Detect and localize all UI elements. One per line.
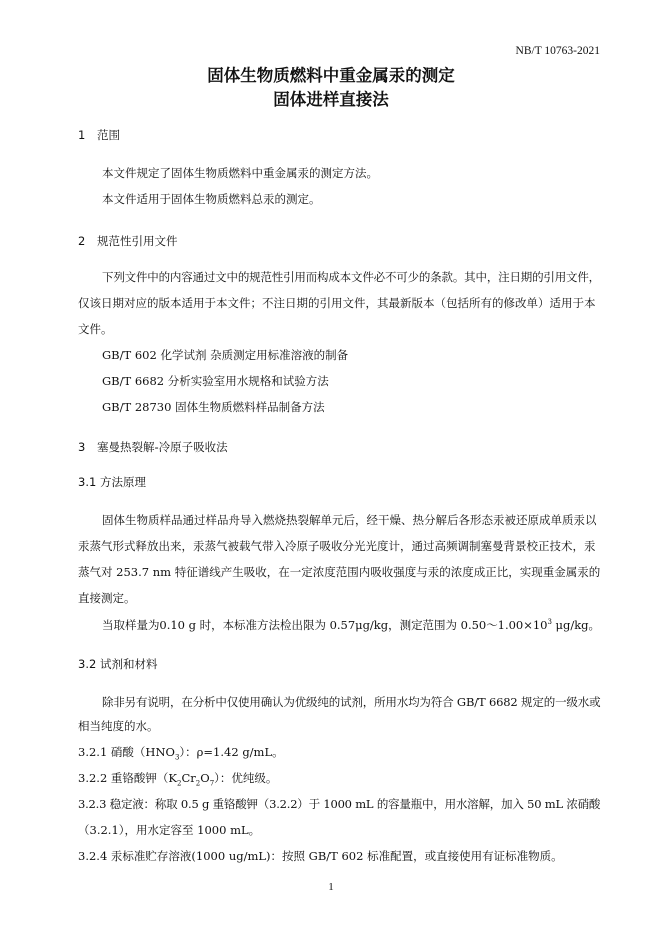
detection-limit-paragraph xyxy=(102,614,600,633)
text: Cr xyxy=(181,771,196,785)
item-3-2-1 xyxy=(78,744,284,765)
text: ）：ρ=1.42 g/mL。 xyxy=(179,745,284,759)
section-title: 范围 xyxy=(97,128,120,142)
section-3-heading xyxy=(78,439,228,455)
standard-code: NB/T 10763-2021 xyxy=(515,45,600,57)
paragraph-line: 文件。 xyxy=(78,322,113,336)
paragraph-line: 仅该日期对应的版本适用于本文件；不注日期的引用文件，其最新版本（包括所有的修改单）适用于本 xyxy=(78,296,596,310)
paragraph-line: 汞蒸气形式释放出来，汞蒸气被载气带入冷原子吸收分光光度计，通过高频调制塞曼背景校正技术，汞 xyxy=(78,539,596,553)
section-title: 规范性引用文件 xyxy=(97,234,178,248)
subscript: 7 xyxy=(209,779,215,788)
reference-item: GB/T 28730 固体生物质燃料样品制备方法 xyxy=(102,400,325,414)
reference-item: GB/T 6682 分析实验室用水规格和试验方法 xyxy=(102,374,329,388)
subsection-3-2-heading: 3.2 试剂和材料 xyxy=(78,657,158,671)
section-number: 3 xyxy=(78,440,86,454)
reference-item: GB/T 602 化学试剂 杂质测定用标准溶液的制备 xyxy=(102,348,349,362)
item-3-2-3: 3.2.3 稳定液：称取 0.5 g 重铬酸钾（3.2.2）于 1000 mL 的容量瓶中，用水溶解，加入 50 mL 浓硝酸 xyxy=(78,797,601,811)
section-1-heading xyxy=(78,127,120,143)
section-2-heading xyxy=(78,233,178,249)
paragraph-line: 除非另有说明，在分析中仅使用确认为优级纯的试剂，所用水均为符合 GB/T 6682 规定的一级水或 xyxy=(102,695,601,709)
text: 3.2.1 硝酸（HNO xyxy=(78,745,175,759)
document-subtitle: 固体进样直接法 xyxy=(273,90,389,109)
text: ）：优纯级。 xyxy=(214,771,278,785)
item-3-2-2 xyxy=(78,770,277,791)
subscript: 3 xyxy=(174,753,180,762)
text: O xyxy=(200,771,210,785)
superscript: 3 xyxy=(547,618,552,626)
paragraph-line: 固体生物质样品通过样品舟导入燃烧热裂解单元后，经干燥、热分解后各形态汞被还原成单质汞以 xyxy=(102,513,597,527)
paragraph-line: （3.2.1），用水定容至 1000 mL。 xyxy=(78,823,261,837)
section-number: 2 xyxy=(78,234,86,248)
paragraph: 本文件规定了固体生物质燃料中重金属汞的测定方法。 xyxy=(102,166,378,180)
paragraph-line: 下列文件中的内容通过文中的规范性引用而构成本文件必不可少的条款。其中，注日期的引用文件， xyxy=(102,270,600,284)
item-3-2-4: 3.2.4 汞标准贮存溶液(1000 ug/mL)：按照 GB/T 602 标准配置，或直接使用有证标准物质。 xyxy=(78,849,563,863)
subsection-3-1-heading: 3.1 方法原理 xyxy=(78,475,146,489)
page-number: 1 xyxy=(328,881,334,893)
paragraph-line: 直接测定。 xyxy=(78,591,136,605)
document-title: 固体生物质燃料中重金属汞的测定 xyxy=(207,66,455,85)
paragraph-line: 相当纯度的水。 xyxy=(78,719,159,733)
section-title: 塞曼热裂解-冷原子吸收法 xyxy=(97,440,228,454)
paragraph-line: 蒸气对 253.7 nm 特征谱线产生吸收，在一定浓度范围内吸收强度与汞的浓度成正比，实现重金属汞的 xyxy=(78,565,601,579)
subscript: 2 xyxy=(195,779,201,788)
section-number: 1 xyxy=(78,128,86,142)
text: 3.2.2 重铬酸钾（K xyxy=(78,771,178,785)
text: μg/kg。 xyxy=(551,617,600,632)
text: 当取样量为0.10 g 时，本标准方法检出限为 0.57μg/kg，测定范围为 0.50～1.00×10 xyxy=(102,617,548,632)
subscript: 2 xyxy=(177,779,182,788)
paragraph: 本文件适用于固体生物质燃料总汞的测定。 xyxy=(102,192,321,206)
